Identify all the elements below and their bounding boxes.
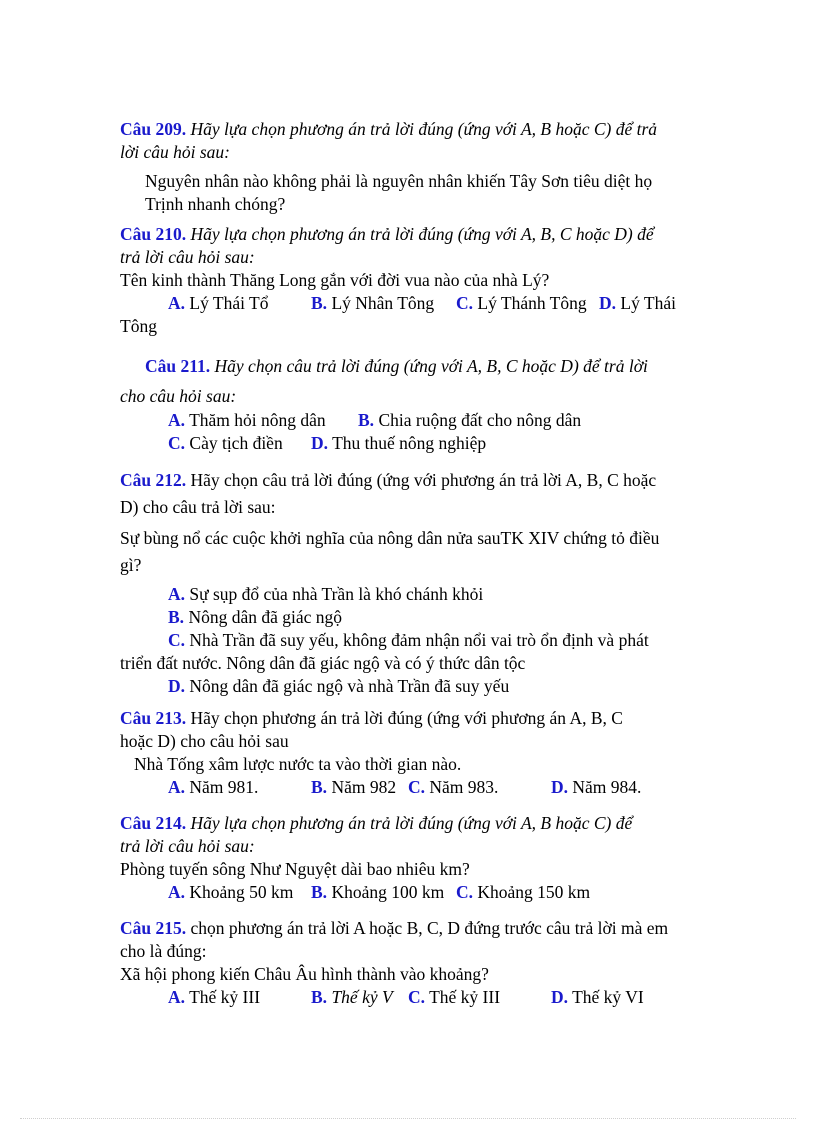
instruction-text: cho là đúng:	[120, 941, 207, 961]
option-a	[168, 776, 311, 799]
option-text: Khoảng 100 km	[331, 882, 445, 902]
option-text: Nông dân đã giác ngộ	[188, 607, 343, 627]
question-text: Xã hội phong kiến Châu Âu hình thành vào khoảng?	[120, 964, 489, 984]
option-text: Năm 982	[331, 777, 397, 797]
option-label: A.	[168, 987, 186, 1007]
option-text: Thăm hỏi nông dân	[189, 410, 326, 430]
options-row	[120, 292, 720, 315]
instruction-text: chọn phương án trả lời A hoặc B, C, D đứng trước câu trả lời mà em	[190, 918, 669, 938]
option-b	[311, 881, 456, 904]
option-text: Năm 984.	[572, 777, 642, 797]
option-a	[168, 881, 311, 904]
option-label: A.	[168, 584, 186, 604]
option-label: B.	[311, 882, 328, 902]
option-label: D.	[168, 676, 186, 696]
question-number: Câu 215.	[120, 918, 187, 938]
instruction-text: Hãy lựa chọn phương án trả lời đúng (ứng với A, B hoặc C) để trả	[190, 119, 658, 139]
option-d	[551, 986, 644, 1009]
option-label: D.	[551, 987, 569, 1007]
option-label: C.	[408, 777, 426, 797]
option-b	[311, 986, 408, 1009]
instruction-text: hoặc D) cho câu hỏi sau	[120, 731, 289, 751]
option-d	[551, 776, 641, 799]
question-215	[120, 917, 720, 1009]
instruction-text: cho câu hỏi sau:	[120, 386, 237, 406]
options-row	[120, 986, 720, 1009]
instruction-text: Hãy lựa chọn phương án trả lời đúng (ứng với A, B hoặc C) để	[190, 813, 633, 833]
option-label: A.	[168, 882, 186, 902]
question-209	[120, 118, 720, 216]
question-212	[120, 469, 720, 698]
option-c	[408, 776, 551, 799]
question-number: Câu 211.	[145, 356, 211, 376]
question-text: Phòng tuyến sông Như Nguyệt dài bao nhiêu km?	[120, 859, 470, 879]
options-row	[120, 432, 720, 455]
option-text-wrap: triển đất nước. Nông dân đã giác ngộ và có ý thức dân tộc	[120, 653, 526, 673]
option-text: Thế kỷ VI	[572, 987, 644, 1007]
option-text: Thu thuế nông nghiệp	[332, 433, 487, 453]
question-text: Trịnh nhanh chóng?	[145, 194, 286, 214]
option-label: A.	[168, 293, 186, 313]
option-d	[311, 432, 486, 455]
option-label: D.	[311, 433, 329, 453]
option-c	[120, 629, 720, 652]
option-label: C.	[168, 433, 186, 453]
option-c	[168, 432, 311, 455]
option-a	[168, 292, 311, 315]
question-number: Câu 210.	[120, 224, 187, 244]
options-row	[120, 409, 720, 432]
option-label: A.	[168, 410, 186, 430]
question-number: Câu 212.	[120, 470, 187, 490]
instruction-text: Hãy chọn câu trả lời đúng (ứng với A, B, C hoặc D) để trả lời	[214, 356, 648, 376]
option-label: B.	[311, 987, 328, 1007]
instruction-text: trả lời câu hỏi sau:	[120, 247, 255, 267]
question-text: Tên kinh thành Thăng Long gắn với đời vua nào của nhà Lý?	[120, 270, 550, 290]
option-label: C.	[456, 882, 474, 902]
question-number: Câu 213.	[120, 708, 187, 728]
option-text: Thế kỷ III	[189, 987, 261, 1007]
question-214	[120, 812, 720, 904]
option-label: C.	[168, 630, 186, 650]
instruction-text: Hãy lựa chọn phương án trả lời đúng (ứng với A, B, C hoặc D) để	[190, 224, 654, 244]
page-bottom-rule	[20, 1118, 796, 1119]
instruction-text: Hãy chọn phương án trả lời đúng (ứng với phương án A, B, C	[190, 708, 623, 728]
option-label: D.	[599, 293, 617, 313]
option-d	[120, 675, 720, 698]
option-text: Lý Nhân Tông	[331, 293, 435, 313]
instruction-text: lời câu hỏi sau:	[120, 142, 230, 162]
question-210	[120, 223, 720, 338]
option-c	[408, 986, 551, 1009]
question-number: Câu 209.	[120, 119, 187, 139]
option-label: D.	[551, 777, 569, 797]
question-211	[120, 353, 720, 455]
option-label: C.	[456, 293, 474, 313]
options-row	[120, 881, 720, 904]
option-label: B.	[311, 293, 328, 313]
option-text: Nông dân đã giác ngộ và nhà Trần đã suy yếu	[189, 676, 510, 696]
option-b	[311, 292, 456, 315]
option-text: Cày tịch điền	[189, 433, 283, 453]
option-label: B.	[311, 777, 328, 797]
question-text: Sự bùng nổ các cuộc khởi nghĩa của nông dân nửa sauTK XIV chứng tỏ điều	[120, 528, 660, 548]
option-text: Khoảng 150 km	[477, 882, 591, 902]
question-text: gì?	[120, 555, 142, 575]
question-213	[120, 707, 720, 799]
option-text: Năm 981.	[189, 777, 259, 797]
option-a	[168, 986, 311, 1009]
option-text: Lý Thái Tổ	[189, 293, 269, 313]
option-text: Sự sụp đổ của nhà Trần là khó chánh khỏi	[189, 584, 484, 604]
question-text: Nhà Tống xâm lược nước ta vào thời gian nào.	[134, 754, 462, 774]
instruction-text: Hãy chọn câu trả lời đúng (ứng với phương án trả lời A, B, C hoặc	[190, 470, 657, 490]
option-text: Năm 983.	[429, 777, 499, 797]
option-b	[311, 776, 408, 799]
option-label: C.	[408, 987, 426, 1007]
option-d	[599, 292, 676, 315]
option-text: Lý Thánh Tông	[477, 293, 587, 313]
option-text-wrap: Tông	[120, 316, 157, 336]
option-label: B.	[168, 607, 185, 627]
option-text: Khoảng 50 km	[189, 882, 294, 902]
question-text: Nguyên nhân nào không phải là nguyên nhân khiến Tây Sơn tiêu diệt họ	[145, 171, 653, 191]
option-a	[168, 409, 358, 432]
option-c	[456, 881, 590, 904]
options-row	[120, 776, 720, 799]
option-b	[358, 409, 581, 432]
option-text: Thế kỷ V	[331, 987, 393, 1007]
option-c	[456, 292, 599, 315]
option-label: B.	[358, 410, 375, 430]
instruction-text: D) cho câu trả lời sau:	[120, 497, 276, 517]
instruction-text: trả lời câu hỏi sau:	[120, 836, 255, 856]
option-text: Thế kỷ III	[429, 987, 501, 1007]
question-number: Câu 214.	[120, 813, 187, 833]
option-text: Nhà Trần đã suy yếu, không đảm nhận nổi vai trò ổn định và phát	[189, 630, 649, 650]
option-label: A.	[168, 777, 186, 797]
option-text: Chia ruộng đất cho nông dân	[378, 410, 582, 430]
option-text: Lý Thái	[620, 293, 676, 313]
option-a	[120, 583, 720, 606]
option-b	[120, 606, 720, 629]
